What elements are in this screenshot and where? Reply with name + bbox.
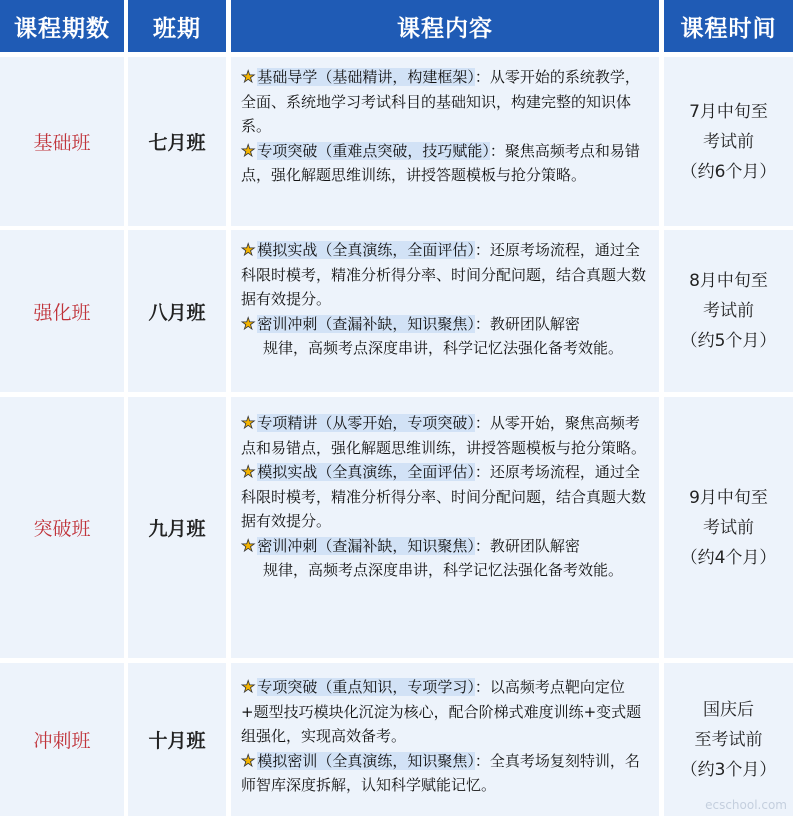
header-content: 课程内容 [231, 0, 659, 52]
item-title: 专项精讲（从零开始，专项突破） [257, 414, 475, 432]
time-line: 至考试前 [694, 729, 763, 750]
content-item [241, 749, 649, 798]
time-cell [664, 397, 793, 658]
time-line: 7月中旬至 [689, 101, 768, 122]
item-body: ：还原考场流程，通过全科限时模考，精准分析得分率、时间分配问题，结合真题大数据有效提分。 [241, 463, 647, 530]
content-item [241, 65, 649, 139]
time-line: 9月中旬至 [689, 487, 768, 508]
class-cell: 十月班 [128, 663, 226, 816]
content-item [241, 534, 649, 559]
star-icon: ★ [241, 140, 256, 160]
star-icon: ★ [241, 413, 256, 432]
content-item [241, 312, 649, 337]
time-line: 国庆后 [702, 699, 754, 720]
time-line: （约4个月） [680, 547, 777, 568]
star-icon: ★ [241, 750, 256, 770]
star-icon: ★ [241, 67, 256, 86]
item-body: ：从零开始，聚焦高频考点和易错点，强化解题思维训练，讲授答题模板与抢分策略。 [241, 414, 647, 457]
item-body: ：教研团队解密 [474, 314, 580, 333]
class-cell: 九月班 [128, 397, 226, 658]
item-title: 专项突破（重点知识，专项学习） [257, 678, 475, 696]
star-icon: ★ [241, 535, 256, 555]
star-icon: ★ [241, 313, 256, 333]
star-icon: ★ [241, 240, 256, 259]
item-title: 密训冲刺（查漏补缺，知识聚焦） [257, 314, 475, 333]
time-line: 考试前 [702, 301, 754, 321]
item-body: ：还原考场流程，通过全科限时模考，精准分析得分率、时间分配问题，结合真题大数据有效提分。 [241, 241, 647, 308]
time-cell [664, 230, 793, 392]
star-icon: ★ [241, 462, 256, 481]
time-cell [664, 57, 793, 226]
star-icon: ★ [241, 677, 256, 696]
header-course-type: 课程期数 [0, 0, 124, 52]
course-type-cell: 突破班 [0, 397, 124, 658]
time-line: 考试前 [702, 131, 754, 152]
content-item [241, 460, 649, 534]
content-cell [231, 57, 659, 226]
time-line: （约3个月） [680, 759, 777, 780]
item-title: 模拟实战（全真演练，全面评估） [257, 241, 475, 259]
watermark: ecschool.com [705, 798, 787, 812]
content-item [241, 238, 649, 312]
class-cell: 七月班 [128, 57, 226, 226]
item-body: ：全真考场复刻特训，名师智库深度拆解，认知科学赋能记忆。 [241, 751, 640, 794]
item-title: 基础导学（基础精讲，构建框架） [257, 68, 475, 86]
course-type-cell: 强化班 [0, 230, 124, 392]
item-body: ：从零开始的系统教学，全面、系统地学习考试科目的基础知识，构建完整的知识体系。 [241, 68, 640, 135]
item-body: ：以高频考点靶向定位+题型技巧模块化沉淀为核心，配合阶梯式难度训练+变式题组强化，实现高效备考。 [241, 678, 642, 745]
time-line: 8月中旬至 [689, 271, 768, 291]
content-cell [231, 397, 659, 658]
item-title: 模拟实战（全真演练，全面评估） [257, 463, 475, 481]
item-title: 专项突破（重难点突破，技巧赋能） [257, 141, 490, 160]
item-body: ：教研团队解密 [474, 536, 580, 555]
item-title: 密训冲刺（查漏补缺，知识聚焦） [257, 536, 475, 555]
item-continuation: 规律，高频考点深度串讲，科学记忆法强化备考效能。 [263, 561, 624, 579]
course-type-cell: 基础班 [0, 57, 124, 226]
class-cell: 八月班 [128, 230, 226, 392]
content-cell [231, 230, 659, 392]
item-body: ：聚焦高频考点和易错点，强化解题思维训练，讲授答题模板与抢分策略。 [241, 141, 640, 184]
header-time: 课程时间 [664, 0, 793, 52]
time-cell [664, 663, 793, 816]
time-line: （约6个月） [680, 161, 777, 182]
content-item [241, 411, 649, 460]
header-class: 班期 [128, 0, 226, 52]
time-line: 考试前 [702, 517, 754, 538]
item-continuation: 规律，高频考点深度串讲，科学记忆法强化备考效能。 [263, 339, 624, 357]
course-type-cell: 冲刺班 [0, 663, 124, 816]
content-cell [231, 663, 659, 816]
content-item [241, 675, 649, 749]
time-line: （约5个月） [680, 331, 777, 351]
content-item [241, 139, 649, 188]
item-title: 模拟密训（全真演练，知识聚焦） [257, 751, 475, 770]
